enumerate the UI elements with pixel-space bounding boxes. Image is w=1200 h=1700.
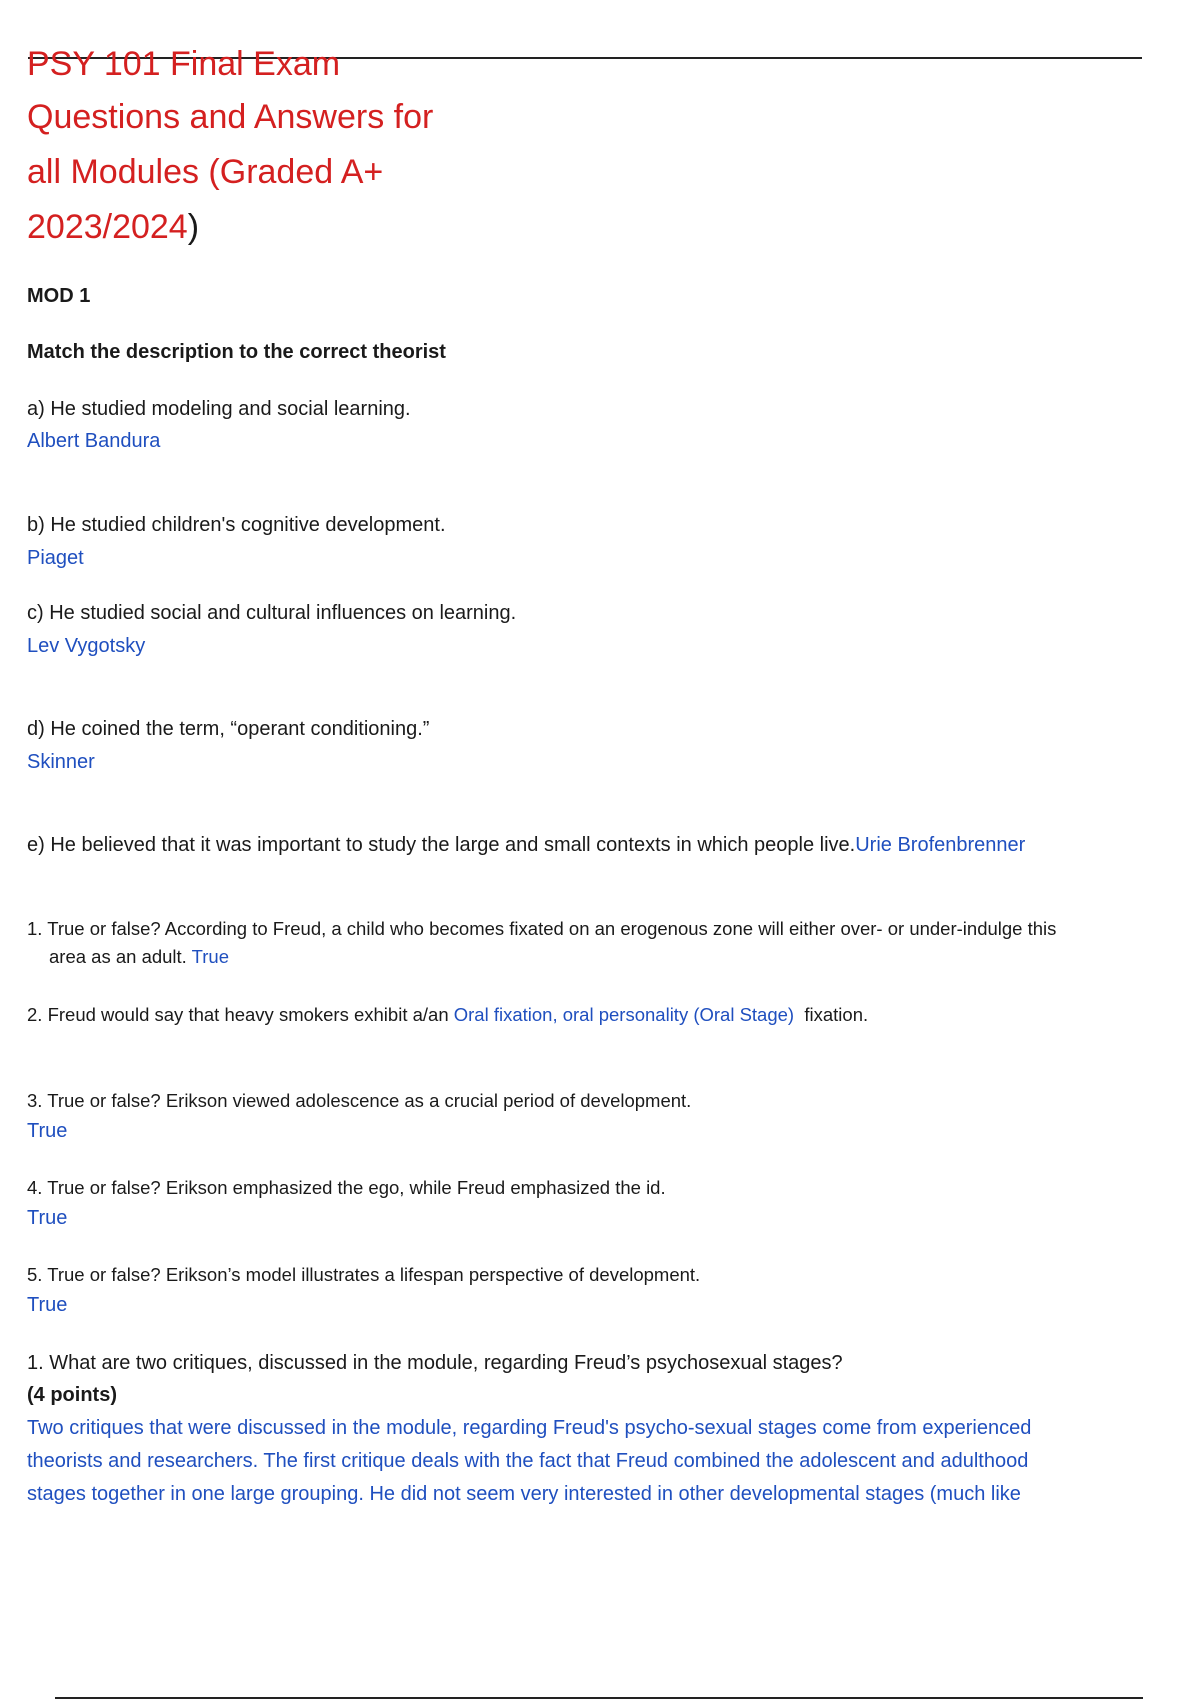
module-heading: MOD 1	[27, 285, 91, 307]
match-answer-d: Skinner	[27, 751, 95, 773]
numbered-answer-2: Oral fixation, oral personality (Oral Stage)	[453, 1004, 795, 1025]
numbered-question-3: 3. True or false? Erikson viewed adolescence as a crucial period of development.	[27, 1090, 692, 1111]
match-question-e-text: e) He believed that it was important to study the large and small contexts in which people live.	[27, 834, 856, 856]
numbered-question-1-text: area as an adult.	[49, 946, 187, 967]
match-question-e	[27, 832, 1025, 858]
match-answer-c: Lev Vygotsky	[27, 635, 146, 657]
numbered-answer-1: True	[191, 946, 229, 967]
numbered-question-4: 4. True or false? Erikson emphasized the ego, while Freud emphasized the id.	[27, 1177, 666, 1198]
essay-answer-line-3: stages together in one large grouping. He did not seem very interested in other developmental stages (much like	[27, 1483, 1021, 1505]
essay-answer-line-2: theorists and researchers. The first critique deals with the fact that Freud combined the adolescent and adulthood	[27, 1450, 1029, 1472]
numbered-question-2-prefix: 2. Freud would say that heavy smokers exhibit a/an	[27, 1004, 449, 1025]
numbered-question-1-line-1: 1. True or false? According to Freud, a child who becomes fixated on an erogenous zone will either over- or under-indulge this	[27, 918, 1057, 939]
match-question-c: c) He studied social and cultural influences on learning.	[27, 602, 517, 624]
essay-answer-line-1: Two critiques that were discussed in the module, regarding Freud's psycho-sexual stages come from experienced	[27, 1417, 1032, 1439]
numbered-question-5: 5. True or false? Erikson’s model illustrates a lifespan perspective of development.	[27, 1264, 701, 1285]
essay-points: (4 points)	[27, 1384, 117, 1406]
document-title-line-2: Questions and Answers for	[27, 98, 434, 136]
title-year: 2023/2024	[27, 208, 188, 246]
numbered-answer-3: True	[27, 1120, 68, 1142]
match-answer-b: Piaget	[27, 547, 84, 569]
numbered-question-2-suffix: fixation.	[804, 1004, 869, 1025]
essay-question: 1. What are two critiques, discussed in the module, regarding Freud’s psychosexual stages?	[27, 1352, 843, 1374]
numbered-question-1-line-2	[49, 944, 229, 970]
match-answer-e: Urie Brofenbrenner	[855, 834, 1026, 856]
title-close-paren: )	[187, 208, 200, 246]
footer-rule	[55, 1697, 1143, 1699]
match-question-b: b) He studied children's cognitive development.	[27, 514, 446, 536]
numbered-answer-4: True	[27, 1207, 68, 1229]
numbered-answer-5: True	[27, 1294, 68, 1316]
match-question-a: a) He studied modeling and social learning.	[27, 398, 411, 420]
document-title-line-4	[27, 207, 199, 247]
match-question-d: d) He coined the term, “operant conditioning.”	[27, 718, 430, 740]
match-heading: Match the description to the correct theorist	[27, 341, 446, 363]
document-title-line-1: PSY 101 Final Exam	[27, 45, 341, 83]
numbered-question-2	[27, 1002, 868, 1028]
document-title-line-3: all Modules (Graded A+	[27, 153, 384, 191]
match-answer-a: Albert Bandura	[27, 430, 161, 452]
